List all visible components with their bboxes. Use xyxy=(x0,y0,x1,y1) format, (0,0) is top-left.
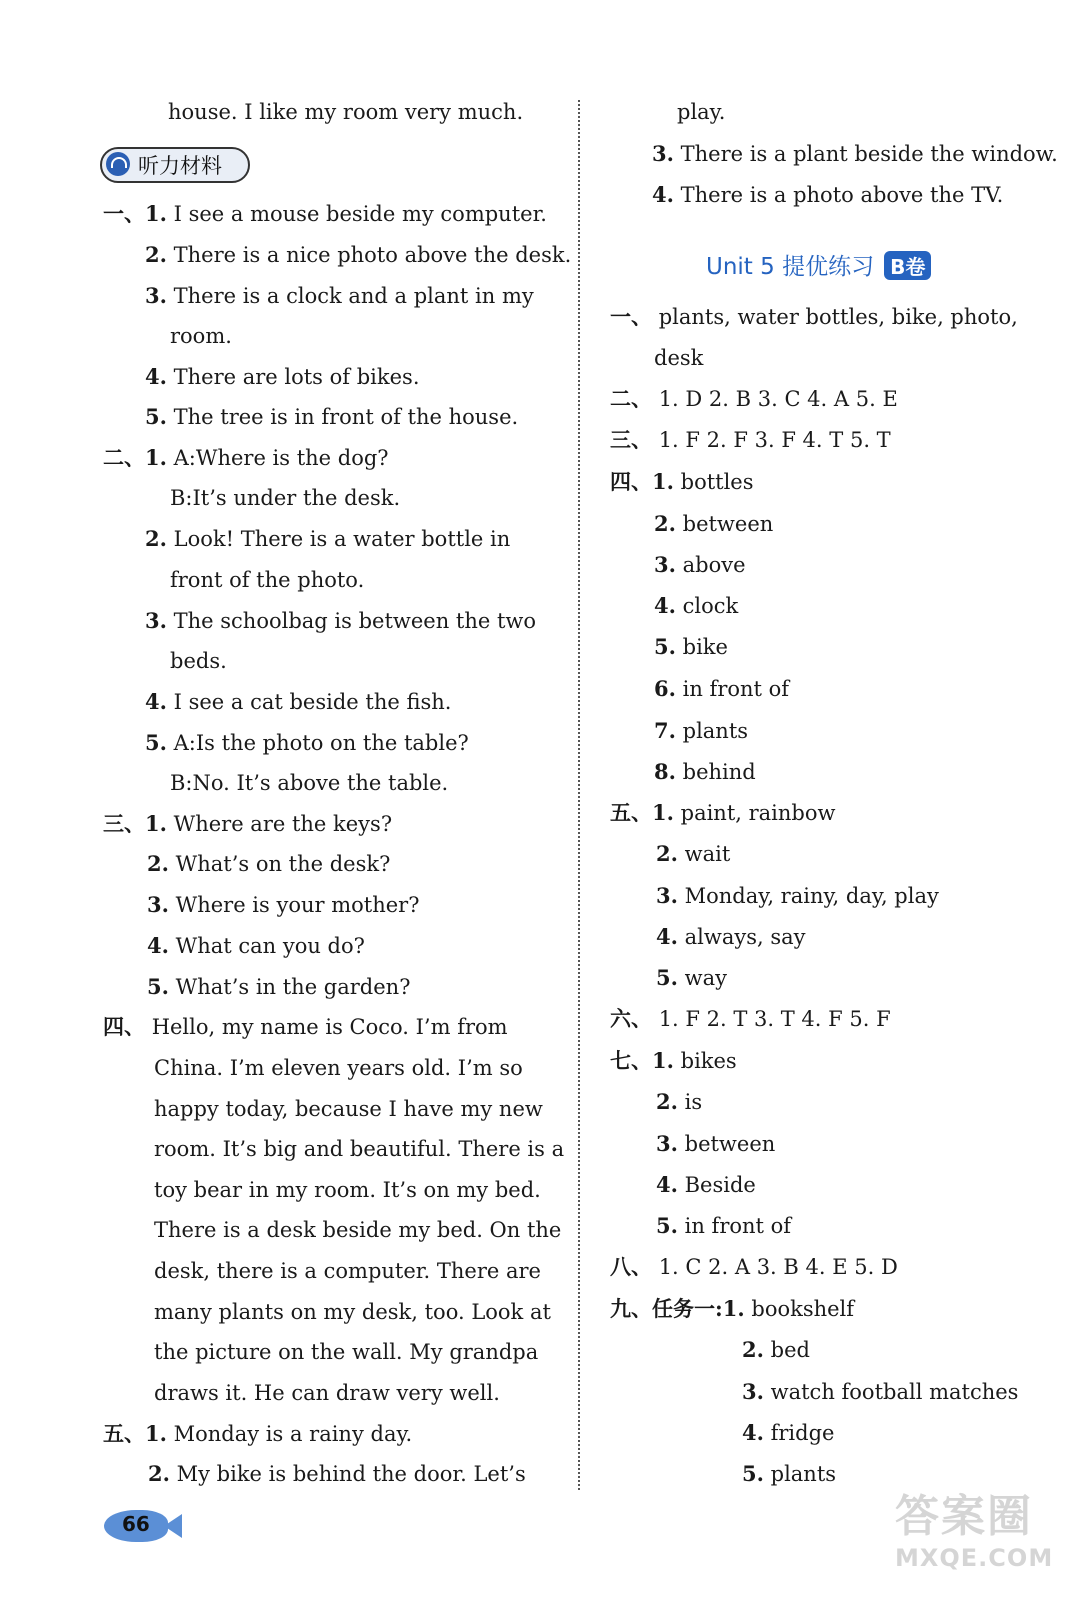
text-line: many plants on my desk, too. Look at xyxy=(154,1300,551,1324)
text-line: desk, there is a computer. There are xyxy=(154,1259,541,1283)
text-line: draws it. He can draw very well. xyxy=(154,1381,500,1405)
text-line: 5. plants xyxy=(742,1461,837,1486)
text-line: B:No. It’s above the table. xyxy=(170,771,449,795)
answer-row: 三、 1. F 2. F 3. F 4. T 5. T xyxy=(610,427,891,452)
text-line: 2. wait xyxy=(656,841,731,866)
watermark-top: 答案圈 xyxy=(895,1491,1033,1542)
text-line: 5. The tree is in front of the house. xyxy=(145,404,519,429)
text-line: house. I like my room very much. xyxy=(168,100,524,124)
text-line: B:It’s under the desk. xyxy=(170,486,401,510)
unit-b-badge: B卷 xyxy=(884,251,931,280)
text-line: 3. There is a plant beside the window. xyxy=(652,141,1058,166)
text-line: There is a desk beside my bed. On the xyxy=(154,1218,562,1242)
text-line: 四、 Hello, my name is Coco. I’m from xyxy=(103,1014,508,1039)
watermark xyxy=(895,1480,1065,1590)
text-line: 3. watch football matches xyxy=(742,1379,1019,1404)
text-line: 8. behind xyxy=(654,759,756,784)
page-number-text: 66 xyxy=(122,1512,150,1536)
text-line: front of the photo. xyxy=(170,568,365,592)
text-line: beds. xyxy=(170,649,227,673)
page-number xyxy=(104,1506,184,1546)
text-line: 2. bed xyxy=(742,1337,810,1362)
text-line: happy today, because I have my new xyxy=(154,1097,543,1121)
text-line: room. It’s big and beautiful. There is a xyxy=(154,1137,565,1161)
text-line: 4. There is a photo above the TV. xyxy=(652,182,1004,207)
text-line: 五、1. Monday is a rainy day. xyxy=(103,1421,413,1446)
text-line: 5. in front of xyxy=(656,1213,792,1238)
text-line: 九、任务一:1. bookshelf xyxy=(610,1296,855,1321)
answer-row: 六、 1. F 2. T 3. T 4. F 5. F xyxy=(610,1006,891,1031)
text-line: 5. A:Is the photo on the table? xyxy=(145,730,469,755)
column-divider xyxy=(578,100,580,1490)
watermark-bottom: MXQE.COM xyxy=(895,1544,1054,1572)
text-line: 七、1. bikes xyxy=(610,1048,737,1073)
text-line: 2. What’s on the desk? xyxy=(147,851,391,876)
headphones-icon xyxy=(106,152,130,176)
text-line: 四、1. bottles xyxy=(610,469,754,494)
text-line: 4. always, say xyxy=(656,924,806,949)
listening-material-badge xyxy=(100,147,250,183)
text-line: the picture on the wall. My grandpa xyxy=(154,1340,539,1364)
text-line: 二、1. A:Where is the dog? xyxy=(103,445,389,470)
text-line: 4. I see a cat beside the fish. xyxy=(145,689,452,714)
text-line: 4. clock xyxy=(654,593,739,618)
text-line: 2. My bike is behind the door. Let’s xyxy=(148,1461,526,1486)
text-line: room. xyxy=(170,324,232,348)
text-line: 一、 plants, water bottles, bike, photo, xyxy=(610,304,1018,329)
text-line: 2. between xyxy=(654,511,774,536)
text-line: 5. bike xyxy=(654,634,728,659)
text-line: 7. plants xyxy=(654,718,749,743)
text-line: 五、1. paint, rainbow xyxy=(610,800,836,825)
text-line: 2. Look! There is a water bottle in xyxy=(145,526,511,551)
badge-label: 听力材料 xyxy=(138,154,222,178)
text-line: 4. There are lots of bikes. xyxy=(145,364,420,389)
text-line: 3. Where is your mother? xyxy=(147,892,420,917)
answer-row: 八、 1. C 2. A 3. B 4. E 5. D xyxy=(610,1254,898,1279)
fish-tail-icon xyxy=(164,1514,182,1538)
text-line: 2. There is a nice photo above the desk. xyxy=(145,242,572,267)
text-line: 2. is xyxy=(656,1089,703,1114)
text-line: 3. Monday, rainy, day, play xyxy=(656,883,939,908)
text-line: desk xyxy=(654,346,704,370)
text-line: 3. The schoolbag is between the two xyxy=(145,608,537,633)
text-line: 4. Beside xyxy=(656,1172,756,1197)
text-line: 4. What can you do? xyxy=(147,933,365,958)
text-line: 3. between xyxy=(656,1131,776,1156)
answer-row: 二、 1. D 2. B 3. C 4. A 5. E xyxy=(610,386,898,411)
text-line: China. I’m eleven years old. I’m so xyxy=(154,1056,523,1080)
text-line: 4. fridge xyxy=(742,1420,835,1445)
text-line: 5. What’s in the garden? xyxy=(147,974,411,999)
text-line: 三、1. Where are the keys? xyxy=(103,811,393,836)
text-line: play. xyxy=(677,100,726,124)
text-line: 一、1. I see a mouse beside my computer. xyxy=(103,201,547,226)
text-line: 6. in front of xyxy=(654,676,790,701)
text-line: toy bear in my room. It’s on my bed. xyxy=(154,1178,541,1202)
text-line: 3. There is a clock and a plant in my xyxy=(145,283,534,308)
text-line: 5. way xyxy=(656,965,727,990)
text-line: 3. above xyxy=(654,552,746,577)
unit-heading: Unit 5 提优练习 B卷 xyxy=(706,248,931,281)
